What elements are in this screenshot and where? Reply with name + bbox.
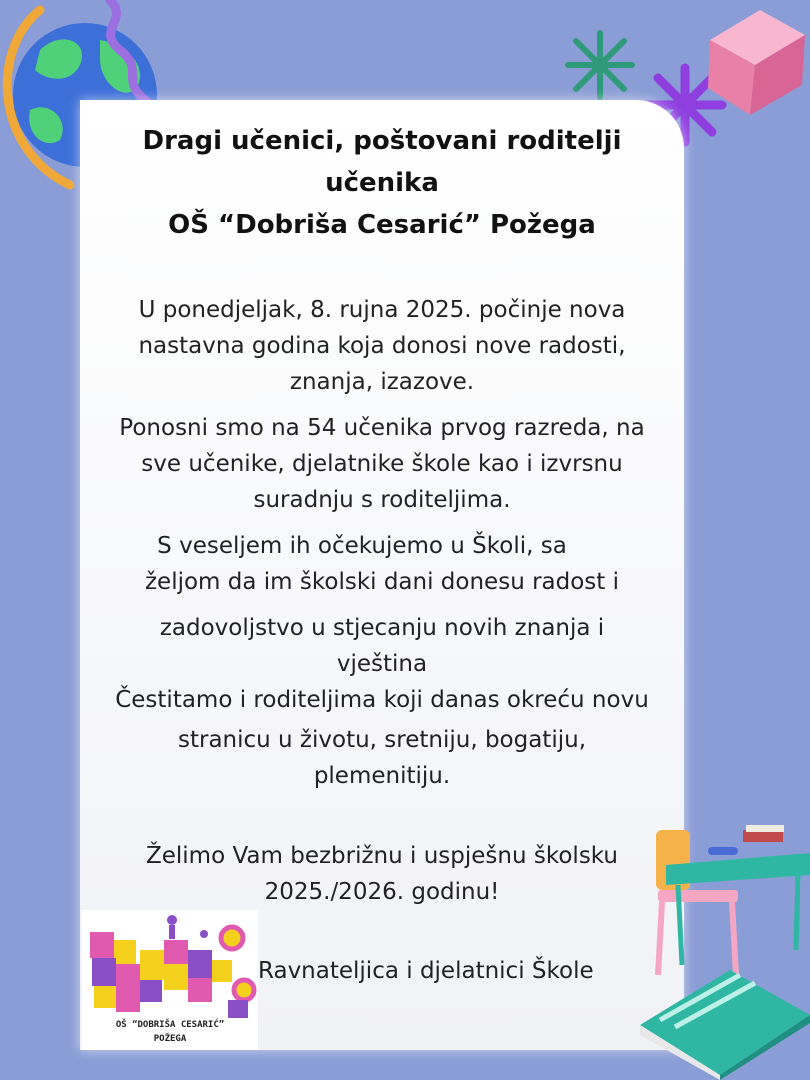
message-line: suradnju s roditeljima.	[253, 487, 511, 513]
message-line: nastavna godina koja donosi nove radosti,	[138, 333, 626, 359]
school-logo	[82, 910, 258, 1050]
message-line: vještina	[336, 651, 428, 677]
message-line: sve učenike, djelatnike škole kao i izvrsnu	[141, 451, 623, 477]
message-line: stranicu u životu, sretniju, bogatiju,	[177, 727, 586, 753]
wishes-line: 2025./2026. godinu!	[264, 879, 500, 905]
desk-icon	[648, 825, 810, 985]
message-line: S veseljem ih očekujemo u Školi, sa	[157, 533, 567, 559]
message-line: zadovoljstvo u stjecanju novih znanja i	[159, 615, 605, 641]
message-line: Ponosni smo na 54 učenika prvog razreda, na	[119, 415, 645, 441]
book-icon	[640, 965, 810, 1080]
logo-text: OŠ “DOBRIŠA CESARIĆ”	[115, 1020, 225, 1030]
message-line: plemenitiju.	[313, 763, 451, 789]
logo-text: POŽEGA	[153, 1034, 187, 1044]
message-line: željom da im školski dani donesu radost i	[144, 569, 619, 595]
greeting-title: učenika	[325, 168, 439, 198]
message-line: znanja, izazove.	[289, 369, 475, 395]
greeting-title: Dragi učenici, poštovani roditelji	[142, 126, 622, 156]
message-line: Čestitamo i roditeljima koji danas okreću novu	[115, 687, 649, 713]
cube-icon	[690, 0, 810, 120]
wishes-line: Želimo Vam bezbrižnu i uspješnu školsku	[145, 843, 618, 869]
message-line: U ponedjeljak, 8. rujna 2025. počinje nova	[138, 297, 626, 323]
school-name: OŠ “Dobriša Cesarić” Požega	[168, 210, 596, 240]
signature: Ravnateljica i djelatnici Škole	[258, 958, 594, 984]
star-icon	[560, 25, 640, 105]
